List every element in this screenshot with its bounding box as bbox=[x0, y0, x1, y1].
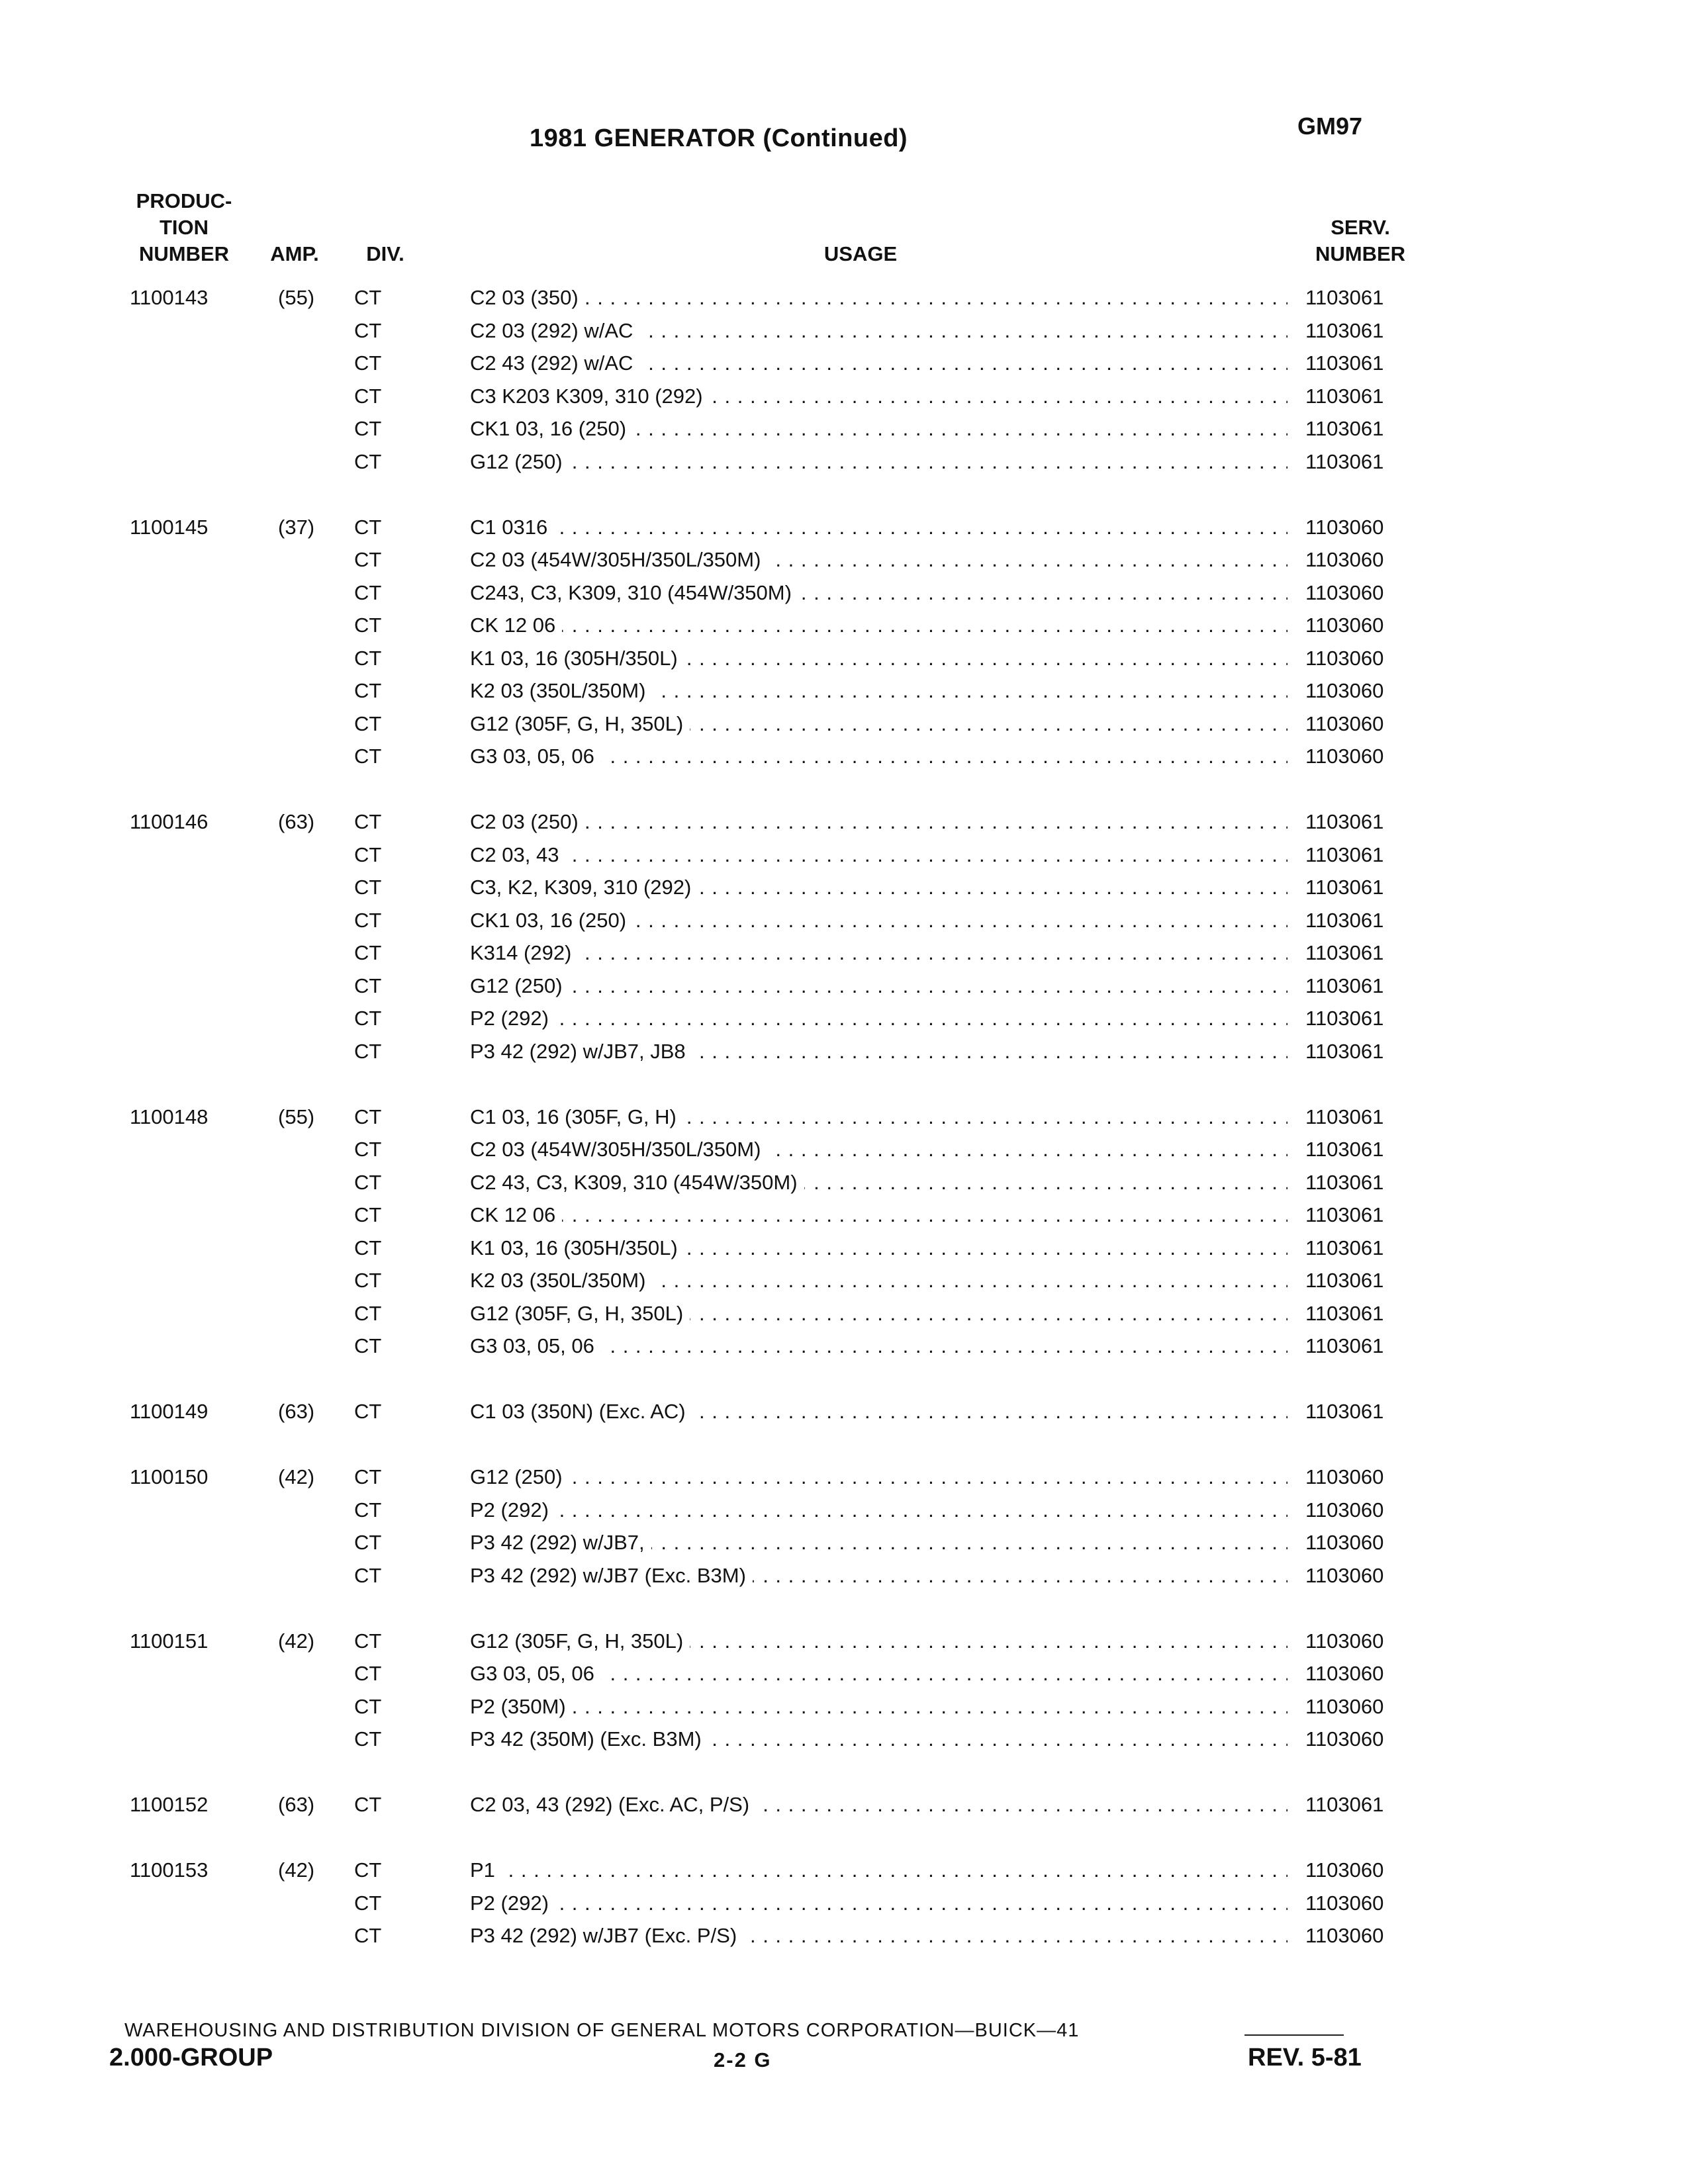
usage-text: G12 (305F, G, H, 350L) bbox=[470, 1629, 690, 1653]
column-header-serv bbox=[1294, 214, 1427, 267]
service-number: 1103061 bbox=[1305, 1400, 1384, 1423]
usage-text: C2 03 (454W/305H/350L/350M) bbox=[470, 548, 767, 571]
service-number: 1103061 bbox=[1305, 1269, 1384, 1292]
usage-text: K314 (292) bbox=[470, 941, 578, 964]
table-row bbox=[0, 1199, 1688, 1232]
amp-rating: (55) bbox=[278, 286, 315, 309]
usage-cell bbox=[470, 1232, 1288, 1265]
usage-cell bbox=[470, 543, 1288, 576]
usage-text: G3 03, 05, 06 bbox=[470, 745, 601, 768]
usage-text: C243, C3, K309, 310 (454W/350M) bbox=[470, 581, 798, 604]
usage-text: CK1 03, 16 (250) bbox=[470, 417, 633, 440]
table-row bbox=[0, 412, 1688, 445]
usage-cell bbox=[470, 1919, 1288, 1952]
usage-cell bbox=[470, 970, 1288, 1003]
service-number: 1103060 bbox=[1305, 580, 1384, 604]
usage-cell bbox=[470, 1788, 1288, 1821]
service-number: 1103060 bbox=[1305, 1924, 1384, 1947]
usage-text: P3 42 (292) w/JB7, JB8 bbox=[470, 1040, 692, 1063]
amp-rating: (37) bbox=[278, 515, 315, 539]
service-number: 1103060 bbox=[1305, 745, 1384, 768]
table-row bbox=[0, 281, 1688, 314]
usage-text: G3 03, 05, 06 bbox=[470, 1662, 601, 1685]
table-row bbox=[0, 642, 1688, 675]
service-number: 1103060 bbox=[1305, 548, 1384, 571]
column-header-serv-line1: SERV. bbox=[1331, 216, 1390, 239]
production-number: 1100146 bbox=[130, 810, 209, 833]
usage-cell bbox=[470, 1887, 1288, 1920]
division: CT bbox=[354, 1269, 382, 1292]
production-number: 1100143 bbox=[130, 286, 209, 309]
amp-rating: (55) bbox=[278, 1105, 315, 1128]
table-row bbox=[0, 970, 1688, 1003]
table-row bbox=[0, 1035, 1688, 1068]
service-number: 1103061 bbox=[1305, 417, 1384, 440]
division: CT bbox=[354, 876, 382, 899]
service-number: 1103061 bbox=[1305, 1007, 1384, 1030]
amp-rating: (63) bbox=[278, 1400, 315, 1423]
table-row bbox=[0, 839, 1688, 872]
usage-text: K1 03, 16 (305H/350L) bbox=[470, 1236, 684, 1259]
division: CT bbox=[354, 1629, 382, 1653]
table-row bbox=[0, 1887, 1688, 1920]
usage-cell bbox=[470, 1657, 1288, 1690]
usage-text: CK 12 06 bbox=[470, 1203, 562, 1226]
usage-text: C1 0316 bbox=[470, 516, 554, 539]
usage-cell bbox=[470, 707, 1288, 741]
amp-rating: (42) bbox=[278, 1629, 315, 1653]
division: CT bbox=[354, 941, 382, 964]
column-header-production-line1: PRODUC- bbox=[136, 189, 232, 212]
usage-text: P2 (292) bbox=[470, 1498, 555, 1522]
service-number: 1103060 bbox=[1305, 515, 1384, 539]
footer-distributor: WAREHOUSING AND DISTRIBUTION DIVISION OF GENERAL MOTORS CORPORATION—BUICK—41 bbox=[124, 2020, 1080, 2041]
table-row bbox=[0, 1330, 1688, 1363]
division: CT bbox=[354, 1334, 382, 1357]
division: CT bbox=[354, 646, 382, 670]
usage-text: C3, K2, K309, 310 (292) bbox=[470, 876, 698, 899]
column-header-production-line3: NUMBER bbox=[138, 242, 230, 265]
service-number: 1103060 bbox=[1305, 679, 1384, 702]
usage-text: P3 42 (292) w/JB7 (Exc. P/S) bbox=[470, 1924, 743, 1947]
division: CT bbox=[354, 1858, 382, 1882]
usage-text: CK1 03, 16 (250) bbox=[470, 909, 633, 932]
usage-cell bbox=[470, 674, 1288, 707]
parts-table bbox=[0, 281, 1688, 1952]
usage-cell bbox=[470, 1264, 1288, 1297]
division: CT bbox=[354, 548, 382, 571]
table-row bbox=[0, 1101, 1688, 1134]
column-header-div: DIV. bbox=[366, 242, 404, 265]
division: CT bbox=[354, 1301, 382, 1325]
division: CT bbox=[354, 1891, 382, 1915]
division: CT bbox=[354, 1727, 382, 1751]
table-row bbox=[0, 1625, 1688, 1658]
footer-rule-right bbox=[1244, 2034, 1344, 2036]
table-row bbox=[0, 576, 1688, 610]
table-row bbox=[0, 805, 1688, 839]
usage-cell bbox=[470, 1494, 1288, 1527]
table-row bbox=[0, 871, 1688, 904]
usage-text: P1 bbox=[470, 1858, 502, 1882]
service-number: 1103061 bbox=[1305, 351, 1384, 375]
page-title: 1981 GENERATOR (Continued) bbox=[530, 124, 908, 152]
usage-cell bbox=[470, 1297, 1288, 1330]
usage-text: P3 42 (350M) (Exc. B3M) bbox=[470, 1727, 708, 1751]
table-row bbox=[0, 674, 1688, 707]
division: CT bbox=[354, 1170, 382, 1194]
usage-cell bbox=[470, 380, 1288, 413]
service-number: 1103061 bbox=[1305, 908, 1384, 932]
column-header-production-line2: TION bbox=[159, 216, 209, 239]
usage-text: P2 (292) bbox=[470, 1007, 555, 1030]
table-row bbox=[0, 380, 1688, 413]
division: CT bbox=[354, 286, 382, 309]
service-number: 1103061 bbox=[1305, 1793, 1384, 1816]
table-row bbox=[0, 1461, 1688, 1494]
usage-text: C2 03, 43 (292) (Exc. AC, P/S) bbox=[470, 1793, 756, 1816]
table-row bbox=[0, 1232, 1688, 1265]
usage-text: P3 42 (292) w/JB7, bbox=[470, 1531, 651, 1554]
usage-text: G12 (250) bbox=[470, 974, 569, 997]
column-header-usage: USAGE bbox=[823, 242, 898, 265]
usage-text: G12 (250) bbox=[470, 450, 569, 473]
usage-text: C2 03 (292) w/AC bbox=[470, 319, 639, 342]
usage-cell bbox=[470, 1133, 1288, 1166]
production-number: 1100150 bbox=[130, 1465, 209, 1488]
service-number: 1103061 bbox=[1305, 286, 1384, 309]
usage-cell bbox=[470, 1330, 1288, 1363]
service-number: 1103060 bbox=[1305, 1662, 1384, 1685]
service-number: 1103060 bbox=[1305, 614, 1384, 637]
table-row bbox=[0, 1395, 1688, 1428]
division: CT bbox=[354, 1138, 382, 1161]
service-number: 1103061 bbox=[1305, 384, 1384, 408]
service-number: 1103061 bbox=[1305, 1236, 1384, 1259]
division: CT bbox=[354, 810, 382, 833]
usage-text: P2 (350M) bbox=[470, 1695, 573, 1718]
division: CT bbox=[354, 842, 382, 866]
table-row bbox=[0, 1854, 1688, 1887]
production-number: 1100145 bbox=[130, 515, 209, 539]
division: CT bbox=[354, 974, 382, 997]
usage-text: G12 (305F, G, H, 350L) bbox=[470, 1302, 690, 1325]
usage-cell bbox=[470, 805, 1288, 839]
division: CT bbox=[354, 1007, 382, 1030]
usage-cell bbox=[470, 740, 1288, 773]
usage-cell bbox=[470, 347, 1288, 380]
production-number: 1100148 bbox=[130, 1105, 209, 1128]
table-row bbox=[0, 740, 1688, 773]
service-number: 1103061 bbox=[1305, 810, 1384, 833]
table-row bbox=[0, 609, 1688, 642]
usage-cell bbox=[470, 1723, 1288, 1756]
service-number: 1103061 bbox=[1305, 1039, 1384, 1063]
service-number: 1103061 bbox=[1305, 1105, 1384, 1128]
usage-cell bbox=[470, 511, 1288, 544]
service-number: 1103060 bbox=[1305, 1465, 1384, 1488]
usage-text: C2 03 (250) bbox=[470, 810, 585, 833]
usage-cell bbox=[470, 445, 1288, 478]
division: CT bbox=[354, 318, 382, 342]
table-row bbox=[0, 1264, 1688, 1297]
usage-cell bbox=[470, 1461, 1288, 1494]
table-row bbox=[0, 1657, 1688, 1690]
usage-cell bbox=[470, 1035, 1288, 1068]
usage-text: C2 43, C3, K309, 310 (454W/350M) bbox=[470, 1171, 804, 1194]
usage-text: C2 03, 43 bbox=[470, 843, 565, 866]
table-row bbox=[0, 1690, 1688, 1723]
service-number: 1103060 bbox=[1305, 711, 1384, 735]
amp-rating: (63) bbox=[278, 810, 315, 833]
division: CT bbox=[354, 580, 382, 604]
column-header-serv-line2: NUMBER bbox=[1315, 242, 1406, 265]
usage-cell bbox=[470, 1101, 1288, 1134]
usage-cell bbox=[470, 871, 1288, 904]
service-number: 1103061 bbox=[1305, 1170, 1384, 1194]
table-row bbox=[0, 1919, 1688, 1952]
service-number: 1103060 bbox=[1305, 1891, 1384, 1915]
division: CT bbox=[354, 515, 382, 539]
footer-revision: REV. 5-81 bbox=[1248, 2044, 1362, 2071]
usage-cell bbox=[470, 576, 1288, 610]
table-row bbox=[0, 314, 1688, 347]
service-number: 1103061 bbox=[1305, 1138, 1384, 1161]
division: CT bbox=[354, 711, 382, 735]
amp-rating: (63) bbox=[278, 1793, 315, 1816]
division: CT bbox=[354, 1793, 382, 1816]
usage-text: C2 43 (292) w/AC bbox=[470, 351, 639, 375]
usage-cell bbox=[470, 1854, 1288, 1887]
column-header-amp: AMP. bbox=[270, 242, 319, 265]
usage-cell bbox=[470, 281, 1288, 314]
service-number: 1103061 bbox=[1305, 1203, 1384, 1226]
division: CT bbox=[354, 417, 382, 440]
table-row bbox=[0, 1133, 1688, 1166]
usage-text: K2 03 (350L/350M) bbox=[470, 679, 652, 702]
footer-group: 2.000-GROUP bbox=[109, 2044, 273, 2071]
production-number: 1100151 bbox=[130, 1629, 209, 1653]
service-number: 1103061 bbox=[1305, 449, 1384, 473]
usage-cell bbox=[470, 1199, 1288, 1232]
production-number: 1100153 bbox=[130, 1858, 209, 1882]
division: CT bbox=[354, 1694, 382, 1718]
usage-cell bbox=[470, 936, 1288, 970]
usage-cell bbox=[470, 839, 1288, 872]
usage-text: C2 03 (454W/305H/350L/350M) bbox=[470, 1138, 767, 1161]
service-number: 1103060 bbox=[1305, 1498, 1384, 1522]
table-row bbox=[0, 1723, 1688, 1756]
amp-rating: (42) bbox=[278, 1858, 315, 1882]
usage-cell bbox=[470, 1166, 1288, 1199]
service-number: 1103061 bbox=[1305, 842, 1384, 866]
footer-page-number: 2-2 G bbox=[714, 2048, 772, 2071]
usage-text: K2 03 (350L/350M) bbox=[470, 1269, 652, 1292]
table-row bbox=[0, 445, 1688, 478]
usage-cell bbox=[470, 1690, 1288, 1723]
service-number: 1103060 bbox=[1305, 646, 1384, 670]
division: CT bbox=[354, 1563, 382, 1587]
table-row bbox=[0, 1788, 1688, 1821]
usage-text: C3 K203 K309, 310 (292) bbox=[470, 385, 710, 408]
table-row bbox=[0, 543, 1688, 576]
division: CT bbox=[354, 745, 382, 768]
service-number: 1103061 bbox=[1305, 974, 1384, 997]
usage-text: G12 (305F, G, H, 350L) bbox=[470, 712, 690, 735]
division: CT bbox=[354, 908, 382, 932]
table-row bbox=[0, 904, 1688, 937]
division: CT bbox=[354, 1465, 382, 1488]
usage-text: P2 (292) bbox=[470, 1891, 555, 1915]
division: CT bbox=[354, 1039, 382, 1063]
usage-cell bbox=[470, 1559, 1288, 1592]
division: CT bbox=[354, 1236, 382, 1259]
division: CT bbox=[354, 1400, 382, 1423]
usage-cell bbox=[470, 904, 1288, 937]
table-row bbox=[0, 1002, 1688, 1035]
page-code: GM97 bbox=[1297, 113, 1363, 140]
service-number: 1103060 bbox=[1305, 1563, 1384, 1587]
usage-text: C1 03, 16 (305F, G, H) bbox=[470, 1105, 683, 1128]
service-number: 1103060 bbox=[1305, 1629, 1384, 1653]
service-number: 1103061 bbox=[1305, 1301, 1384, 1325]
service-number: 1103060 bbox=[1305, 1531, 1384, 1554]
column-header-production bbox=[118, 188, 250, 267]
table-row bbox=[0, 707, 1688, 741]
service-number: 1103060 bbox=[1305, 1694, 1384, 1718]
usage-cell bbox=[470, 1002, 1288, 1035]
usage-cell bbox=[470, 412, 1288, 445]
division: CT bbox=[354, 351, 382, 375]
table-row bbox=[0, 1559, 1688, 1592]
service-number: 1103061 bbox=[1305, 876, 1384, 899]
division: CT bbox=[354, 1203, 382, 1226]
table-row bbox=[0, 511, 1688, 544]
usage-text: CK 12 06 bbox=[470, 614, 562, 637]
usage-cell bbox=[470, 609, 1288, 642]
table-row bbox=[0, 1166, 1688, 1199]
usage-cell bbox=[470, 314, 1288, 347]
division: CT bbox=[354, 1531, 382, 1554]
usage-text: C1 03 (350N) (Exc. AC) bbox=[470, 1400, 692, 1423]
table-row bbox=[0, 1526, 1688, 1559]
service-number: 1103061 bbox=[1305, 941, 1384, 964]
division: CT bbox=[354, 384, 382, 408]
usage-text: G12 (250) bbox=[470, 1465, 569, 1488]
service-number: 1103060 bbox=[1305, 1858, 1384, 1882]
table-row bbox=[0, 1297, 1688, 1330]
division: CT bbox=[354, 614, 382, 637]
usage-text: P3 42 (292) w/JB7 (Exc. B3M) bbox=[470, 1564, 753, 1587]
division: CT bbox=[354, 1662, 382, 1685]
usage-cell bbox=[470, 642, 1288, 675]
usage-cell bbox=[470, 1526, 1288, 1559]
usage-text: C2 03 (350) bbox=[470, 286, 585, 309]
division: CT bbox=[354, 1924, 382, 1947]
service-number: 1103061 bbox=[1305, 318, 1384, 342]
table-row bbox=[0, 936, 1688, 970]
division: CT bbox=[354, 1105, 382, 1128]
division: CT bbox=[354, 679, 382, 702]
production-number: 1100149 bbox=[130, 1400, 209, 1423]
table-row bbox=[0, 347, 1688, 380]
production-number: 1100152 bbox=[130, 1793, 209, 1816]
table-row bbox=[0, 1494, 1688, 1527]
amp-rating: (42) bbox=[278, 1465, 315, 1488]
service-number: 1103061 bbox=[1305, 1334, 1384, 1357]
usage-cell bbox=[470, 1625, 1288, 1658]
service-number: 1103060 bbox=[1305, 1727, 1384, 1751]
division: CT bbox=[354, 449, 382, 473]
division: CT bbox=[354, 1498, 382, 1522]
usage-text: G3 03, 05, 06 bbox=[470, 1334, 601, 1357]
usage-cell bbox=[470, 1395, 1288, 1428]
usage-text: K1 03, 16 (305H/350L) bbox=[470, 647, 684, 670]
